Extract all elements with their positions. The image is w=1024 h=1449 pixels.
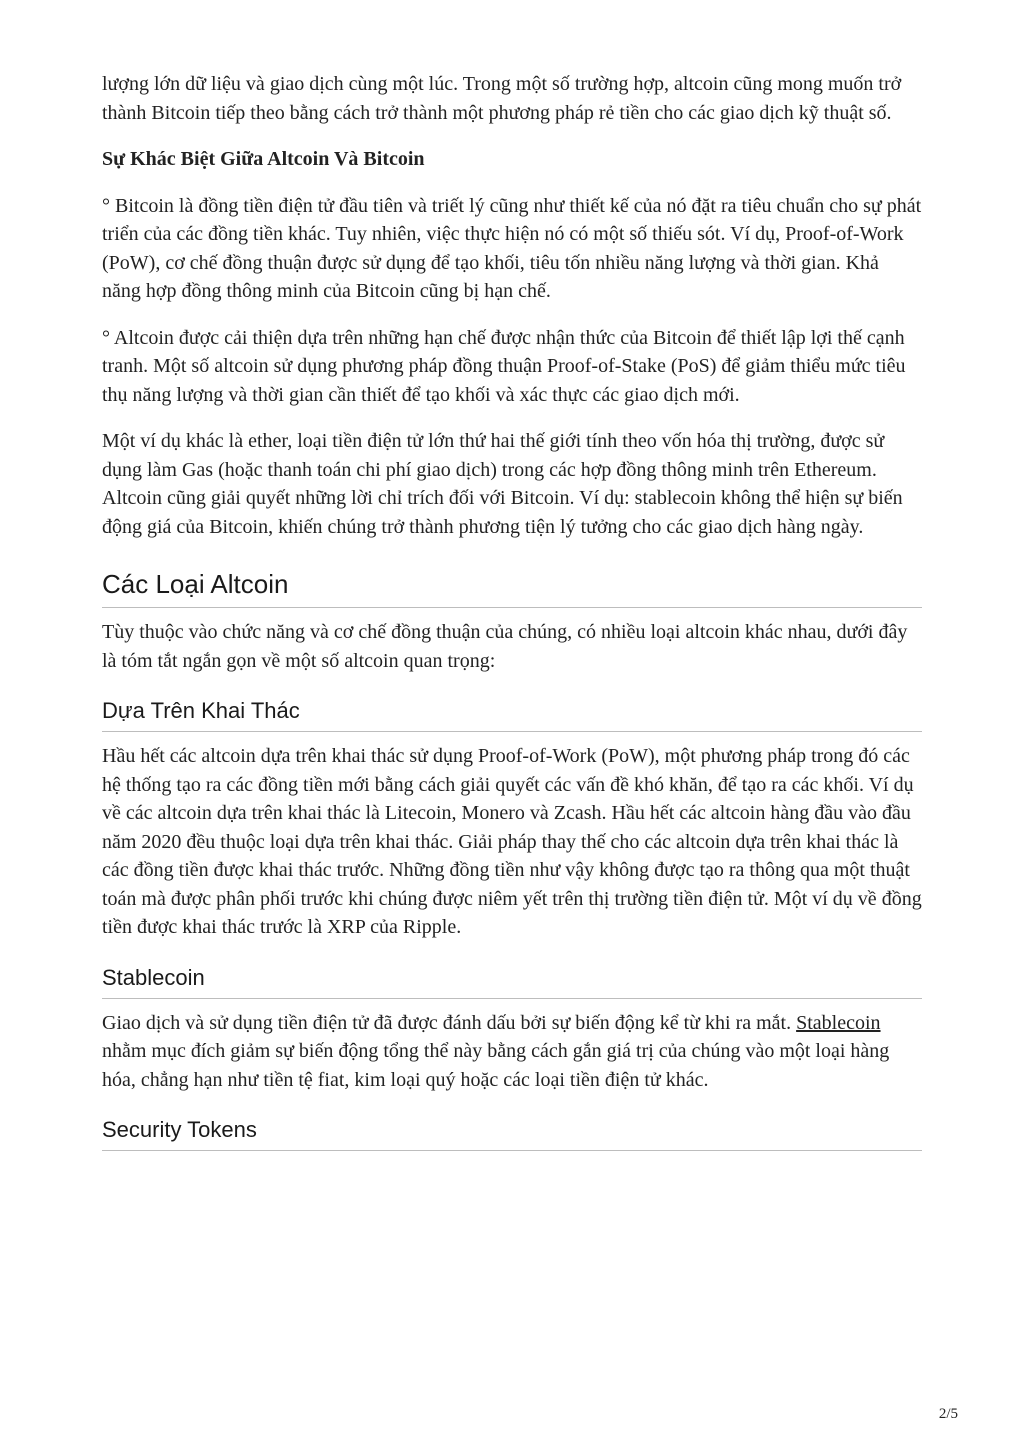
stablecoin-paragraph-lead: Giao dịch và sử dụng tiền điện tử đã được đánh dấu bởi sự biến động kể từ khi ra mắt. (102, 1011, 797, 1034)
types-heading: Các Loại Altcoin (102, 567, 922, 608)
security-tokens-heading: Security Tokens (102, 1116, 922, 1151)
stablecoin-link[interactable]: Stablecoin (796, 1011, 881, 1034)
stablecoin-heading: Stablecoin (102, 964, 922, 999)
mining-heading: Dựa Trên Khai Thác (102, 697, 922, 732)
difference-heading: Sự Khác Biệt Giữa Altcoin Và Bitcoin (102, 148, 425, 170)
bitcoin-point-paragraph: ° Bitcoin là đồng tiền điện tử đầu tiên và triết lý cũng như thiết kế của nó đặt ra tiêu chuẩn cho sự phát triển của các đồng tiền khác. Tuy nhiên, việc thực hiện nó có một số thiếu sót. Ví dụ, Proof-of-Work (PoW), cơ chế đồng thuận được sử dụng để tạo khối, tiêu tốn nhiều năng lượng và thời gian. Khả năng hợp đồng thông minh của Bitcoin cũng bị hạn chế. (102, 194, 922, 302)
page-number: 2/5 (938, 1406, 958, 1422)
stablecoin-paragraph (102, 1009, 922, 1095)
stablecoin-paragraph-rest: nhằm mục đích giảm sự biến động tổng thể này bằng cách gắn giá trị của chúng vào một loại hàng hóa, chẳng hạn như tiền tệ fiat, kim loại quý hoặc các loại tiền điện tử khác. (102, 1040, 890, 1091)
mining-paragraph: Hầu hết các altcoin dựa trên khai thác sử dụng Proof-of-Work (PoW), một phương pháp trong đó các hệ thống tạo ra các đồng tiền mới bằng cách giải quyết các vấn đề khó khăn, để tạo ra các khối. Ví dụ về các altcoin dựa trên khai thác là Litecoin, Monero và Zcash. Hầu hết các altcoin hàng đầu vào đầu năm 2020 đều thuộc loại dựa trên khai thác. Giải pháp thay thế cho các altcoin dựa trên khai thác là các đồng tiền được khai thác trước. Những đồng tiền như vậy không được tạo ra thông qua một thuật toán mà được phân phối trước khi chúng được niêm yết trên thị trường tiền điện tử. Một ví dụ về đồng tiền được khai thác trước là XRP của Ripple. (102, 745, 922, 938)
document-page (102, 70, 922, 1161)
intro-paragraph: lượng lớn dữ liệu và giao dịch cùng một lúc. Trong một số trường hợp, altcoin cũng mong muốn trở thành Bitcoin tiếp theo bằng cách trở thành một phương pháp rẻ tiền cho các giao dịch kỹ thuật số. (102, 73, 902, 124)
ether-paragraph: Một ví dụ khác là ether, loại tiền điện tử lớn thứ hai thế giới tính theo vốn hóa thị trường, được sử dụng làm Gas (hoặc thanh toán chi phí giao dịch) trong các hợp đồng thông minh trên Ethereum. Altcoin cũng giải quyết những lời chỉ trích đối với Bitcoin. Ví dụ: stablecoin không thể hiện sự biến động giá của Bitcoin, khiến chúng trở thành phương tiện lý tưởng cho các giao dịch hàng ngày. (102, 430, 903, 538)
types-paragraph: Tùy thuộc vào chức năng và cơ chế đồng thuận của chúng, có nhiều loại altcoin khác nhau, dưới đây là tóm tắt ngắn gọn về một số altcoin quan trọng: (102, 621, 908, 672)
altcoin-point-paragraph: ° Altcoin được cải thiện dựa trên những hạn chế được nhận thức của Bitcoin để thiết lập lợi thế cạnh tranh. Một số altcoin sử dụng phương pháp đồng thuận Proof-of-Stake (PoS) để giảm thiểu mức tiêu thụ năng lượng và thời gian cần thiết để tạo khối và xác thực các giao dịch mới. (102, 326, 906, 406)
